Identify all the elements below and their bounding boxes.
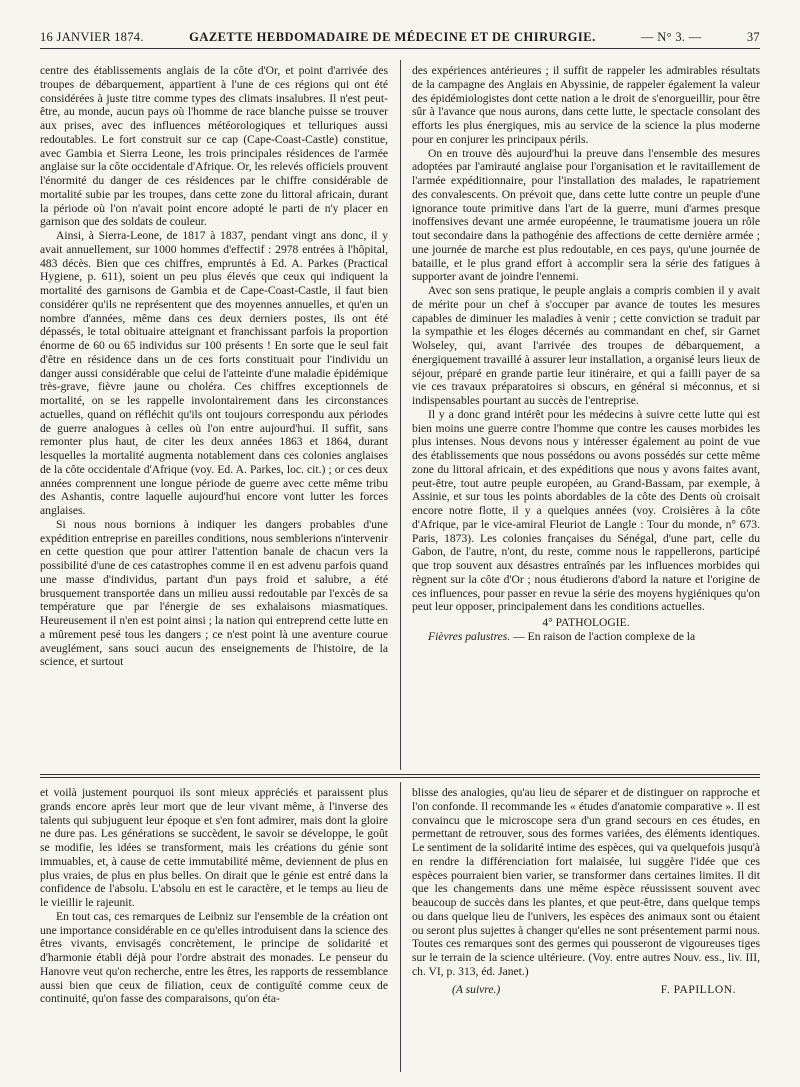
top-right-column [412,64,760,769]
paragraph: En tout cas, ces remarques de Leibniz sur l'ensemble de la création ont une importance considérable en ce qu'elles introduisent dans la science des êtres vivants, envisagés concrètement, le principe de solidarité et d'harmonie établi déjà pour l'ordre abstrait des monades. Le penseur du Hanovre veut qu'on recherche, entre les êtres, les rapports de ressemblance aussi bien que ceux de filiation, ceux de contiguïté comme ceux de continuité, qu'on fasse des comparaisons, qu'on éta- [40,909,388,1006]
section-heading: 4° PATHOLOGIE. [542,616,630,629]
header-date: 16 JANVIER 1874. [40,30,144,44]
header-rule [40,48,760,49]
page-header [40,30,760,45]
to-be-continued: (A suivre.) [452,982,501,996]
header-title: GAZETTE HEBDOMADAIRE DE MÉDECINE ET DE CHIRURGIE. [189,30,596,44]
paragraph: Il y a donc grand intérêt pour les médecins à suivre cette lutte qui est bien moins une guerre contre l'homme que contre les causes morbides les plus intenses. Nous devons nous y intéresser également au point de vue des établissements que nous possédons ou avons possédés sur cette même zone du littoral africain, et des expéditions que nous y avons faites avant, peut-être, tout autre peuple européen, au Grand-Bassam, par exemple, à Assinie, et sur tous les points abordables de la côte des Dents où croisait encore notre flotte, il y a quelques années (voy. Croisières à la côte d'Afrique, par le vice-amiral Fleuriot de Langle : Tour du monde, n° 673. Paris, 1873). Les colonies françaises du Sénégal, d'une part, celle du Gabon, de l'autre, n'ont, du reste, comme nous le rappellerons, participé que trop souvent aux désastres entraînés par les influences morbides qui règnent sur la côte d'Or ; nous étudierons d'abord la nature et l'origine de ces influences, pour passer en revue la série des moyens hygiéniques qu'on peut leur opposer, principalement dans les conditions actuelles. [412,407,760,614]
paragraph: blisse des analogies, qu'au lieu de séparer et de distinguer on rapproche et l'on confonde. Il recommande les « études d'anatomie comparative ». Il est convaincu que le microscope sera d'un grand secours en ces études, en permettant de retrouver, sous des formes variées, des éléments identiques. Le sentiment de la solidarité intime des espèces, qui va quelquefois jusqu'à en rendre la différenciation fort malaisée, lui suggère l'idée que ces espèces pourraient bien varier, se transformer dans certaines limites. Il dit que les changements dans une même espèce réussissent souvent avec beaucoup de succès dans les plantes, et que peut-être, dans quelque temps ou dans quelque lieu de l'univers, les espèces des animaux sont ou étaient ou seront plus sujettes à changer qu'elles ne sont présentement parmi nous. Toutes ces remarques sont des germes qui pousseront de vigoureuses tiges sur le terrain de la science ultérieure. (Voy. entre autres Nouv. ess., liv. III, ch. VI, p. 313, éd. Janet.) [412,786,760,978]
bottom-right-column [412,786,760,1076]
signature-line [412,983,760,997]
feuilleton-rule [40,777,760,778]
feuilleton-rule [40,774,760,775]
column-divider [400,782,401,1072]
paragraph: Avec son sens pratique, le peuple anglais a compris combien il y avait de mérite pour un chef à s'occuper par avance de toutes les mesures capables de diminuer les maladies à venir ; cette conviction se traduit par la sympathie et les éloges décernés au commandant en chef, sir Garnet Wolseley, qui, avant l'arrivée des troupes de débarquement, a énergiquement travaillé à assurer leur installation, a organisé leurs lieux de séjour, préparé en grande partie leur itinéraire, et qui a failli payer de sa vie ces travaux préparatoires si obscurs, en général si méconnus, et si indispensables pourtant au succès de l'entreprise. [412,284,760,407]
paragraph-text: — En raison de l'action complexe de la [510,629,696,643]
paragraph: Si nous nous bornions à indiquer les dangers probables d'une expédition entreprise en pareilles conditions, nous semblerions n'intervenir en cette question que pour attirer l'attention banale de chacun vers la possibilité d'une de ces catastrophes comme il en est advenu parfois quand une masse d'individus, partant d'un pays froid et salubre, a été brusquement transportée dans un milieu aussi redoutable par l'excès de sa température que par l'énergie de ses exhalaisons miasmatiques. Heureusement il n'en est point ainsi ; la nation qui entreprend cette lutte en a mûrement pesé tous les dangers ; ce n'est point là une aventure courue aveuglément, sans souci aucun des enseignements de l'histoire, de la science, et surtout [40,517,388,669]
paragraph: des expériences antérieures ; il suffit de rappeler les admirables résultats de la campagne des Anglais en Abyssinie, de rappeler également la valeur des épidémiologistes dont cette nation a le droit de s'enorgueillir, pour être sûr à l'avance que nous aurons, dans cette lutte, le spectacle consolant des efforts les plus énergiques, mis au service de la science la plus moderne pour en conjurer les principaux périls. [412,64,760,146]
bottom-left-column [40,786,388,1076]
paragraph: et voilà justement pourquoi ils sont mieux appréciés et paraissent plus grands encore après leur mort que de leur vivant même, à l'inverse des talents qui subjuguent leur époque et s'en font admirer, mais dont la gloire ne dure pas. Les générations se succèdent, le savoir se développe, le goût se modifie, les idées se transforment, mais les créations du génie sont immuables, et, à cause de cette immutabilité même, deviennent de plus en plus vraies, de plus en plus belles. On dirait que le génie est entré dans la confidence de l'absolu. L'absolu en est le caractère, et le temps au lieu de le vieillir le rajeunit. [40,786,388,909]
header-issue: — N° 3. — [641,30,702,44]
paragraph [412,630,760,644]
column-divider [400,60,401,770]
paragraph: On en trouve dès aujourd'hui la preuve dans l'ensemble des mesures adoptées par l'amirauté anglaise pour l'organisation et le ravitaillement de l'armée expéditionnaire, pour l'installation des malades, le rapatriement des convalescents. On prévoit que, dans cette lutte contre un peuple d'une ignorance toute primitive dans l'art de la guerre, muni d'armes presque inoffensives devant une armée européenne, le traumatisme jouera un rôle tout secondaire dans la pathogénie des affections de cette dernière armée ; une journée de marche est plus redoutable, en ces pays, qu'une journée de bataille, et le plus grand effort à accomplir sera la série des fatigues à supporter avant de joindre l'ennemi. [412,146,760,284]
paragraph: centre des établissements anglais de la côte d'Or, et point d'arrivée des troupes de débarquement, appartient à l'une de ces régions qui ont été considérées à juste titre comme types des climats insalubres. Il n'est peut-être, au monde, aucun pays où l'homme de race blanche puisse se trouver aux prises, avec des influences météorologiques et telluriques aussi redoutables. Le fort construit sur ce cap (Cape-Coast-Castle) constitue, avec Gambia et Sierra Leone, les trois principales résidences de l'armée anglaise sur la côte occidentale d'Afrique. Or, les relevés officiels prouvent l'énormité du danger de ces résidences par le chiffre considérable de mortalité subie par les troupes, dans cette zone du littoral africain, durant la période où l'on n'avait point encore adopté le parti de n'y placer en garnison que des soldats de couleur. [40,64,388,229]
subsection-title: Fièvres palustres. [428,629,511,643]
paragraph: Ainsi, à Sierra-Leone, de 1817 à 1837, pendant vingt ans donc, il y avait annuellement, sur 1000 hommes d'effectif : 2978 entrées à l'hôpital, 483 décès. Bien que ces chiffres, empruntés à Ed. A. Parkes (Practical Hygiene, p. 611), soient un peu plus élevés que ceux qui indiquent la mortalité des garnisons de Gambia et de Cape-Coast-Castle, il faut bien considérer qu'ils ne représentent que des moyennes annuelles, et qu'en un nombre d'années, même dans ces deux derniers postes, ils ont été dépassés, le total obituaire atteignant et franchissant parfois la proportion énorme de 60 ou 65 individus sur 100 présents ! En sorte que le seul fait d'être en résidence dans un de ces forts constituait pour l'individu un danger aussi considérable que celui de l'atteinte d'une maladie épidémique très-grave, fièvre jaune ou choléra. Ces chiffres exceptionnels de mortalité, on se les rappelle involontairement dans les circonstances actuelles, quand on réfléchit qu'ils ont toujours correspondu aux périodes de guerre analogues à celles où l'on entre aujourd'hui. Il suffit, sans remonter plus haut, de citer les deux années 1863 et 1864, durant lesquelles la mortalité augmenta notablement dans ces colonies anglaises de la côte occidentale d'Afrique (voy. Ed. A. Parkes, loc. cit.) ; or ces deux années comprennent une longue période de guerre avec cette même tribu des Ashantis, contre laquelle aujourd'hui encore vont lutter les forces anglaises. [40,229,388,517]
header-page-number: 37 [746,30,760,44]
author-signature: F. PAPILLON. [660,982,736,996]
top-left-column [40,64,388,769]
